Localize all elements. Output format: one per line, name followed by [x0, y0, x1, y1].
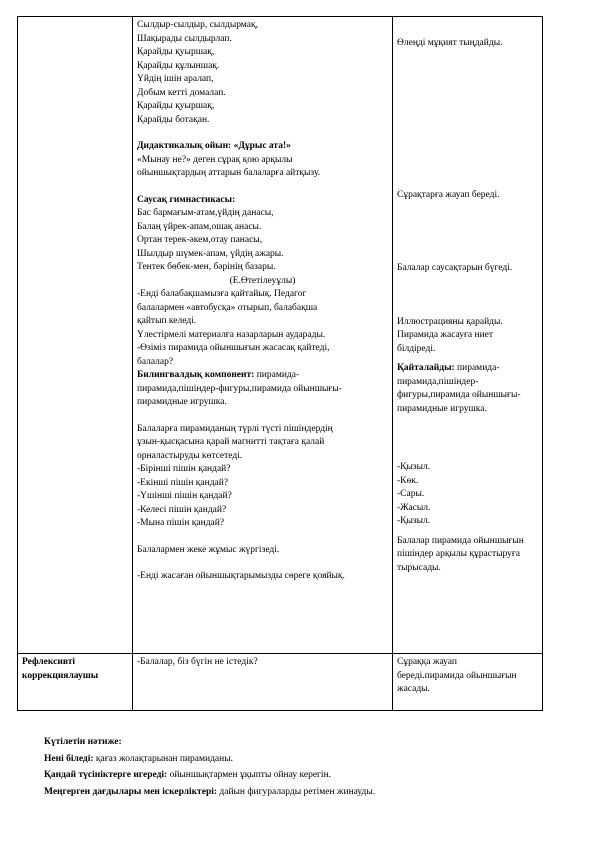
teacher-line: Қарайды қуыршақ,	[137, 47, 215, 57]
child-line: пішіндер арқылы құрастыруға	[397, 549, 520, 559]
reflection-question: -Балалар, біз бүгін не істедік?	[137, 657, 258, 667]
teacher-activity-cell	[133, 17, 393, 654]
teacher-term-rest: пирамида-	[254, 370, 300, 380]
teacher-line: пирамидные игрушка.	[137, 397, 227, 407]
stage-label-line: коррекциялаушы	[22, 670, 99, 681]
teacher-line: -Бірінші пішін қандай?	[137, 464, 231, 474]
spacer	[137, 531, 388, 544]
lesson-table	[17, 16, 543, 711]
stage-label-cell	[18, 654, 133, 711]
teacher-line: Үйдің ішін аралап,	[137, 74, 214, 84]
child-line: Сұрақтарға жауап береді.	[397, 189, 500, 200]
stage-cell-empty	[18, 17, 133, 654]
spacer	[397, 416, 538, 461]
teacher-line: Ортан терек-әкем,отау панасы,	[137, 235, 263, 245]
teacher-line: Қарайды құлыншақ.	[137, 60, 220, 71]
main-activity-row	[18, 17, 543, 654]
reflection-response-line: береді.пирамида ойыншығын	[397, 670, 517, 681]
teacher-line: -Мына пішін қандай?	[137, 518, 225, 528]
teacher-line: Сылдыр-сылдыр, сылдырмақ,	[137, 20, 258, 30]
child-activity-cell	[393, 17, 543, 654]
teacher-line: Саусақ гимнастикасы:	[137, 194, 236, 205]
teacher-line: Шақырады сылдырлап.	[137, 33, 232, 44]
teacher-term: Билингвалдық компонент:	[137, 370, 255, 380]
teacher-line: (Е.Өтетілеуұлы)	[229, 275, 296, 286]
reflection-response-line: жасады.	[397, 684, 430, 694]
teacher-line: Дидактикалық ойын: «Дұрыс ата!»	[137, 141, 291, 151]
teacher-line: Балалармен жеке жұмыс жүргізеді.	[137, 544, 280, 555]
reflection-response-line: Сұраққа жауап	[397, 657, 457, 667]
teacher-line: орналастыруды көтсетеді.	[137, 450, 243, 461]
teacher-line: Балаң үйрек-апам,ошақ анасы.	[137, 221, 262, 232]
spacer	[137, 127, 388, 140]
teacher-line: -Үшінші пішін қандай?	[137, 491, 232, 501]
teacher-line: пирамида,пішіндер-фигуры,пирамида ойыншығы-	[137, 383, 342, 394]
teacher-line: қайтып келеді.	[137, 316, 197, 326]
spacer	[397, 19, 538, 37]
child-line: тырысады.	[397, 562, 441, 573]
teacher-line	[137, 369, 388, 383]
teacher-line: -Енді балабақшамызға қайтайық. Педагог	[137, 289, 307, 299]
teacher-line: -Екінші пішін қандай?	[137, 477, 229, 488]
child-term: Қайталайды:	[397, 363, 455, 373]
spacer	[397, 276, 538, 316]
child-line: пирамидные игрушка.	[397, 403, 487, 414]
teacher-line: -Енді жасаған ойыншықтарымызды сөреге қояйық.	[137, 571, 345, 581]
child-line: -Қызыл.	[397, 462, 431, 472]
child-line: Өлеңді мұқият тыңдайды.	[397, 38, 503, 48]
child-line: Иллюстрацияны қарайды.	[397, 316, 503, 327]
teacher-line: -Өзіміз пирамида ойыншығын жасасақ қайтеді,	[137, 343, 330, 353]
child-line	[397, 362, 538, 376]
stage-label-line: Рефлексивті	[22, 657, 76, 667]
expected-result-line	[44, 769, 375, 783]
teacher-line: Қарайды қуыршақ,	[137, 101, 215, 111]
spacer	[137, 410, 388, 423]
child-line: -Қызыл.	[397, 516, 431, 526]
spacer	[397, 51, 538, 189]
teacher-line: ойыншықтардың аттарын балаларға айтқызу.	[137, 168, 321, 178]
teacher-line: Үлестірмелі материалға назарларын аударады.	[137, 329, 326, 340]
child-line: фигуры,пирамида ойыншығы-	[397, 390, 521, 400]
spacer	[137, 181, 388, 194]
expected-result-label: Қандай түсініктерге игереді:	[44, 770, 168, 780]
expected-result-line	[44, 786, 375, 800]
teacher-line: Балаларға пирамиданың түрлі түсті пішіндердің	[137, 423, 333, 434]
reflection-row	[18, 654, 543, 711]
child-term-rest: пирамида-	[454, 363, 500, 373]
teacher-line: «Мынау не?» деген сұрақ қою арқылы	[137, 154, 293, 165]
teacher-line: балалармен «автобусқа» отырып, балабақша	[137, 302, 318, 313]
expected-result-text: ойыншықтармен ұқыпты ойнау керегін.	[167, 770, 332, 780]
teacher-activity-cell	[133, 654, 393, 711]
expected-result-text: дайын фигураларды ретімен жинауды.	[217, 786, 376, 797]
spacer	[397, 202, 538, 262]
teacher-line: Қарайды ботақан.	[137, 114, 210, 125]
child-line: білдіреді.	[397, 343, 436, 354]
teacher-line: ұзын-қысқасына қарай магнитті тақтаға қалай	[137, 437, 325, 447]
child-line: пирамида,пішіндер-	[397, 376, 479, 387]
teacher-line: Добым кетті домалап.	[137, 87, 226, 98]
teacher-line: Тентек бөбек-мен, бәрінің базары.	[137, 262, 276, 272]
expected-results-heading: Күтілетін нәтиже:	[44, 737, 122, 747]
spacer	[137, 557, 388, 570]
child-line: Балалар саусақтарын бүгеді.	[397, 263, 513, 273]
expected-result-label: Меңгерген дағдылары мен іскерліктері:	[44, 786, 218, 797]
child-line: -Жасыл.	[397, 502, 431, 513]
teacher-line: Шылдыр шүмек-апам, үйдің ажары.	[137, 248, 284, 259]
expected-result-label: Нені біледі:	[44, 753, 94, 764]
teacher-line: балалар?	[137, 356, 174, 367]
expected-results	[44, 736, 375, 802]
expected-result-text: қағаз жолақтарынан пирамиданы.	[93, 753, 233, 764]
child-line: Пирамида жасауға ниет	[397, 330, 494, 340]
expected-result-line	[44, 753, 375, 767]
child-line: -Сары.	[397, 489, 425, 499]
teacher-line: Бас бармағым-атам,үйдің данасы,	[137, 208, 274, 218]
child-activity-cell	[393, 654, 543, 711]
child-line: -Көк.	[397, 475, 419, 486]
teacher-line: -Келесі пішін қандай?	[137, 504, 227, 515]
child-line: Балалар пирамида ойыншығын	[397, 535, 524, 546]
